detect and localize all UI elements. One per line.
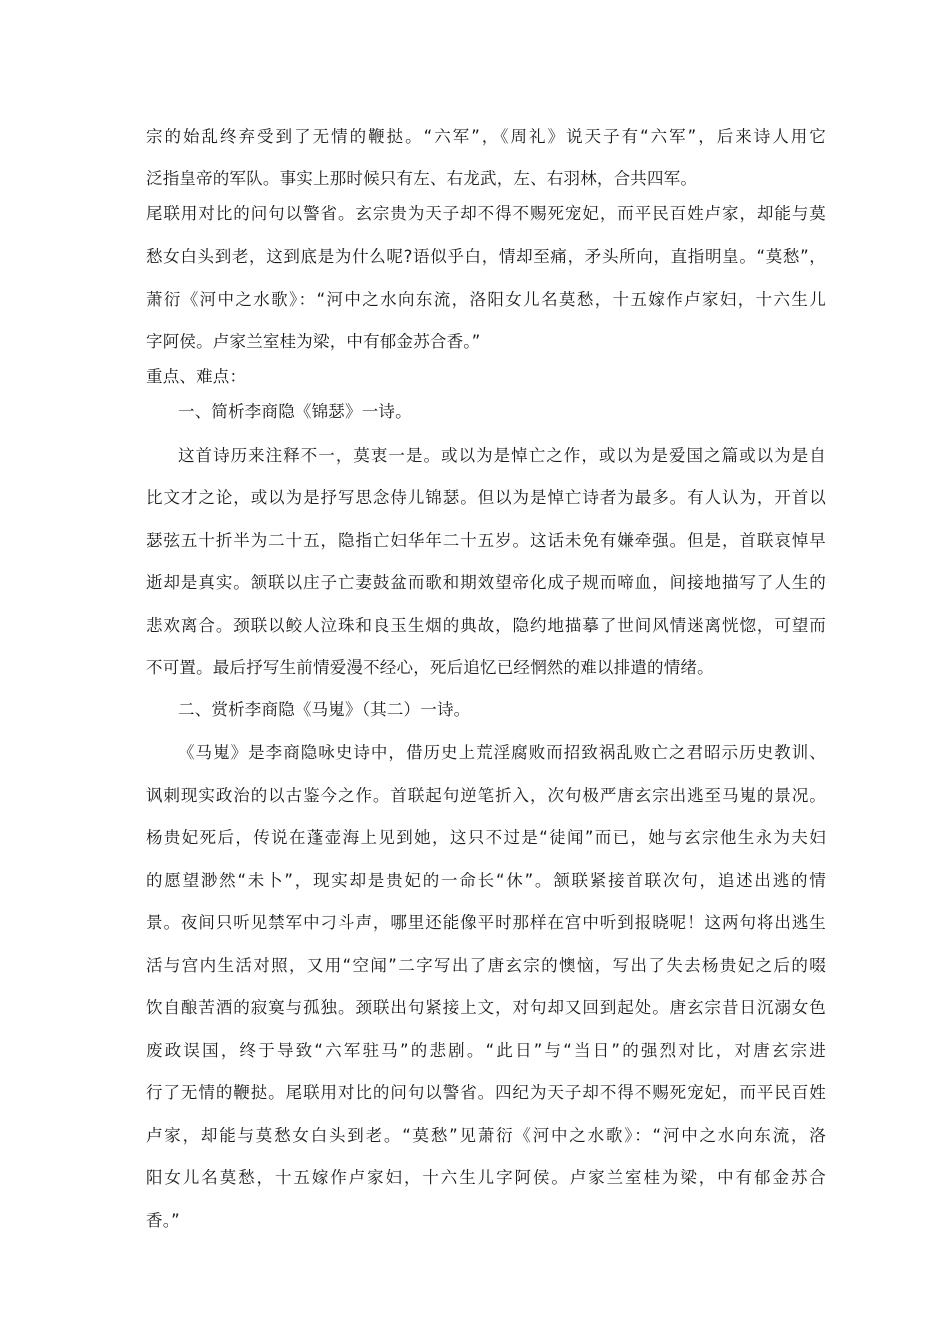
text-line: 景。夜间只听见禁军中刁斗声，哪里还能像平时那样在宫中听到报晓呢！这两句将出逃生: [146, 913, 826, 932]
text-line: 愁女白头到老，这到底是为什么呢?语似乎白，情却至痛，矛头所向，直指明皇。“莫愁”，: [146, 247, 826, 266]
text-line: 这首诗历来注释不一，莫衷一是。或以为是悼亡之作，或以为是爱国之篇或以为是自: [178, 446, 826, 465]
text-line: 行了无情的鞭挞。尾联用对比的问句以警省。四纪为天子却不得不赐死宠妃，而平民百姓: [146, 1083, 826, 1102]
text-line: 杨贵妃死后，传说在蓬壶海上见到她，这只不过是“徒闻”而已，她与玄宗他生永为夫妇: [146, 828, 826, 847]
text-line: 活与宫内生活对照，又用“空闻”二字写出了唐玄宗的懊恼，写出了失去杨贵妃之后的啜: [146, 956, 826, 975]
text-line: 比文才之论，或以为是抒写思念侍儿锦瑟。但以为是悼亡诗者为最多。有人认为，开首以: [146, 488, 826, 507]
text-line: 字阿侯。卢家兰室桂为梁，中有郁金苏合香。”: [146, 332, 481, 351]
subsection-heading: 一、简析李商隐《锦瑟》一诗。: [178, 402, 412, 421]
text-line: 尾联用对比的问句以警省。玄宗贵为天子却不得不赐死宠妃，而平民百姓卢家，却能与莫: [146, 204, 826, 223]
text-line: 瑟弦五十折半为二十五，隐指亡妇华年二十五岁。这话未免有嫌牵强。但是，首联哀悼早: [146, 531, 826, 550]
text-line: 讽刺现实政治的以古鉴今之作。首联起句逆笔折入，次句极严唐玄宗出逃至马嵬的景况。: [146, 786, 826, 805]
text-line: 宗的始乱终弃受到了无情的鞭挞。“六军”，《周礼》说天子有“六军”，后来诗人用它: [146, 127, 826, 146]
text-line: 卢家，却能与莫愁女白头到老。“莫愁”见萧衍《河中之水歌》：“河中之水向东流，洛: [146, 1126, 826, 1145]
text-line: 《马嵬》是李商隐咏史诗中，借历史上荒淫腐败而招致祸乱败亡之君昭示历史教训、: [178, 743, 826, 762]
section-heading: 重点、难点：: [146, 367, 247, 386]
text-line: 逝却是真实。颔联以庄子亡妻鼓盆而歌和期效望帝化成子规而啼血，间接地描写了人生的: [146, 573, 826, 592]
text-line: 阳女儿名莫愁，十五嫁作卢家妇，十六生儿字阿侯。卢家兰室桂为梁，中有郁金苏合: [146, 1168, 826, 1187]
subsection-heading: 二、赏析李商隐《马嵬》（其二）一诗。: [178, 700, 471, 719]
text-line: 香。”: [146, 1211, 180, 1230]
text-line: 废政误国，终于导致“六军驻马”的悲剧。“此日”与“当日”的强烈对比，对唐玄宗进: [146, 1041, 826, 1060]
text-line: 泛指皇帝的军队。事实上那时候只有左、右龙武，左、右羽林，合共四军。: [146, 169, 698, 188]
text-line: 不可置。最后抒写生前情爱漫不经心，死后追忆已经惘然的难以排遣的情绪。: [146, 658, 714, 677]
text-line: 悲欢离合。颈联以鲛人泣珠和良玉生烟的典故，隐约地描摹了世间风情迷离恍惚，可望而: [146, 616, 826, 635]
text-line: 饮自酿苦酒的寂寞与孤独。颈联出句紧接上文，对句却又回到起处。唐玄宗昔日沉溺女色: [146, 998, 826, 1017]
text-line: 的愿望渺然“未卜”，现实却是贵妃的一命长“休”。颔联紧接首联次句，追述出逃的情: [146, 871, 826, 890]
text-line: 萧衍《河中之水歌》：“河中之水向东流，洛阳女儿名莫愁，十五嫁作卢家妇，十六生儿: [146, 290, 826, 309]
